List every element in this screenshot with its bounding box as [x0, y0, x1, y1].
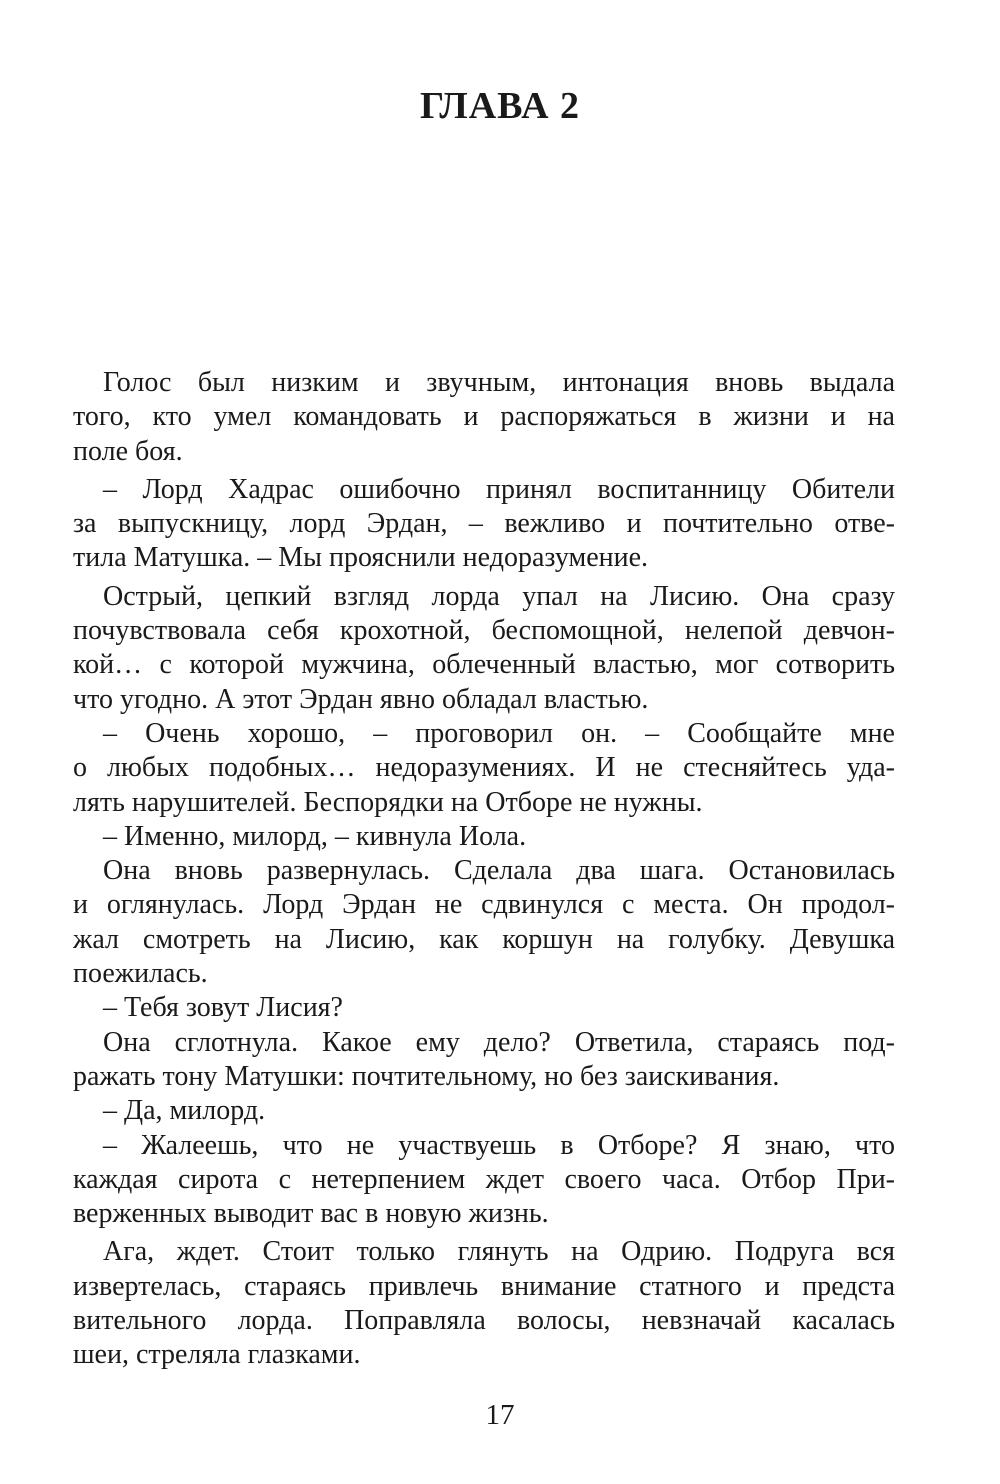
text-line: кой… с которой мужчина, облеченный властью, мог сотворить — [73, 649, 895, 681]
text-line: верженных выводит вас в новую жизнь. — [73, 1198, 549, 1230]
text-line: каждая сирота с нетерпением ждет своего часа. Отбор При- — [73, 1163, 895, 1195]
text-line: Ага, ждет. Стоит только глянуть на Одрию. Подруга вся — [103, 1236, 895, 1268]
text-line: жал смотреть на Лисию, как коршун на голубку. Девушка — [73, 923, 895, 955]
text-line: Голос был низким и звучным, интонация вновь выдала — [103, 367, 895, 398]
paragraph — [73, 854, 895, 991]
text-line: вительного лорда. Поправляла волосы, невзначай касалась — [73, 1305, 895, 1337]
paragraph — [73, 1235, 895, 1372]
text-line: лять нарушителей. Беспорядки на Отборе не нужны. — [73, 786, 703, 818]
text-line: и оглянулась. Лорд Эрдан не сдвинулся с места. Он продол- — [73, 889, 895, 921]
text-line: – Жалеешь, что не участвуешь в Отборе? Я знаю, что — [103, 1129, 895, 1161]
text-line: – Лорд Хадрас ошибочно принял воспитанницу Обители — [103, 473, 895, 505]
text-line: тила Матушка. – Мы прояснили недоразумение. — [73, 542, 649, 574]
text-line: за выпускницу, лорд Эрдан, – вежливо и почтительно отве- — [73, 508, 895, 540]
text-line: – Именно, милорд, – кивнула Иола. — [103, 820, 527, 852]
paragraph — [73, 1094, 895, 1128]
text-line: что угодно. А этот Эрдан явно обладал властью. — [73, 683, 649, 715]
text-line: о любых подобных… недоразумениях. И не стесняйтесь уда- — [73, 752, 895, 784]
paragraph — [73, 820, 895, 854]
text-line: Она сглотнула. Какое ему дело? Ответила, стараясь под- — [103, 1026, 895, 1058]
text-line: шеи, стреляла глазками. — [73, 1339, 361, 1371]
text-line: – Тебя зовут Лисия? — [103, 992, 343, 1024]
text-line: – Да, милорд. — [103, 1095, 266, 1127]
text-line: почувствовала себя крохотной, беспомощной, нелепой девчон- — [73, 615, 895, 647]
page-number: 17 — [485, 1399, 515, 1431]
text-line: извертелась, стараясь привлечь внимание статного и предста — [73, 1270, 895, 1302]
text-line: того, кто умел командовать и распоряжаться в жизни и на — [73, 401, 895, 433]
paragraph — [73, 717, 895, 820]
paragraph — [73, 366, 895, 469]
text-line: – Очень хорошо, – проговорил он. – Сообщайте мне — [103, 717, 895, 749]
text-line: поле боя. — [73, 435, 183, 467]
text-line: ражать тону Матушки: почтительному, но без заискивания. — [73, 1060, 780, 1092]
text-line: поежилась. — [73, 958, 208, 990]
paragraph — [73, 1129, 895, 1232]
paragraph — [73, 1026, 895, 1095]
text-line: Она вновь развернулась. Сделала два шага. Остановилась — [103, 855, 895, 887]
body-text — [73, 366, 895, 1373]
paragraph — [73, 473, 895, 576]
paragraph — [73, 991, 895, 1025]
text-line: Острый, цепкий взгляд лорда упал на Лисию. Она сразу — [103, 580, 895, 612]
chapter-title: ГЛАВА 2 — [419, 85, 581, 127]
paragraph — [73, 580, 895, 717]
